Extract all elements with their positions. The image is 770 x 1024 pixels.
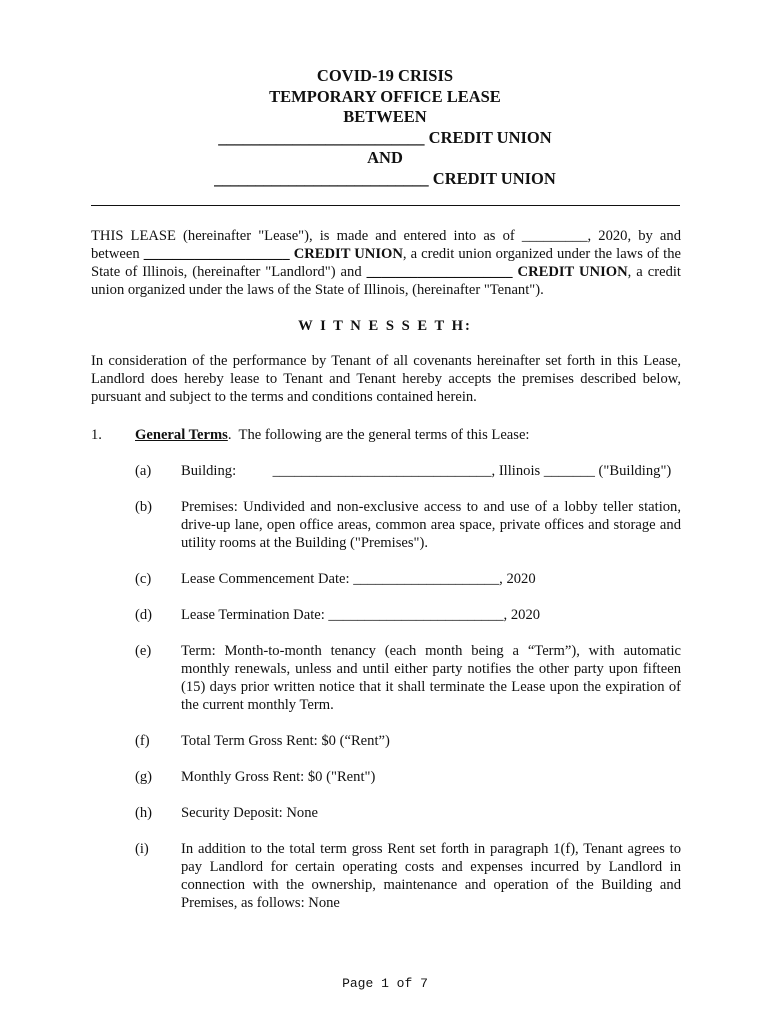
item-label: (h) <box>135 805 153 821</box>
item-text: Term: Month-to-month tenancy (each month being a “Term”), with automatic monthly renewals, unless and until either party notifies the other party upon fifteen (15) days prior written notice that it shall terminate the Lease upon the expiration of the current monthly Term. <box>181 643 681 713</box>
witnesseth-heading: W I T N E S S E T H: <box>298 318 472 334</box>
item-label: (i) <box>135 841 149 857</box>
item-text: Monthly Gross Rent: $0 ("Rent") <box>181 769 376 785</box>
section-number: 1. <box>91 427 102 443</box>
intro-paragraph <box>91 227 681 299</box>
item-label: (e) <box>135 643 152 659</box>
section-heading: General Terms <box>135 427 228 443</box>
item-text: Total Term Gross Rent: $0 (“Rent”) <box>181 733 390 749</box>
item-label: (d) <box>135 607 153 623</box>
intro-blank-2: ____________________ <box>366 264 513 280</box>
item-label: (f) <box>135 733 150 749</box>
item-label: (b) <box>135 499 153 515</box>
title-cu-1: CREDIT UNION <box>428 127 552 147</box>
item-text: Security Deposit: None <box>181 805 318 821</box>
item-text: Building: ______________________________, Illinois _______ ("Building") <box>181 463 672 479</box>
title-line-2: TEMPORARY OFFICE LEASE <box>269 86 501 106</box>
consideration-paragraph: In consideration of the performance by Tenant of all covenants hereinafter set forth in this Lease, Landlord does hereby lease to Tenant and Tenant hereby accepts the premises described below, pursuant and subject to the terms and conditions contained herein. <box>91 353 681 405</box>
intro-text-2: , a credit union organized under the laws of the State of Illinois, (hereinafter "Landlord") and <box>91 246 681 280</box>
item-text: In addition to the total term gross Rent set forth in paragraph 1(f), Tenant agrees to pay Landlord for certain operating costs and expenses incurred by Landlord in connection with the ownership, maintenance and operation of the Building and Premises, as follows: None <box>181 841 681 911</box>
title-line-4 <box>0 128 770 149</box>
item-text: Premises: Undivided and non-exclusive access to and use of a lobby teller station, drive-up lane, open office areas, common area space, private offices and storage and utility rooms at the Building ("Premises"). <box>181 499 681 551</box>
title-blank-1: _________________________ <box>218 127 425 147</box>
section-text: The following are the general terms of this Lease: <box>238 427 530 443</box>
title-line-6 <box>0 169 770 190</box>
intro-text-1: THIS LEASE (hereinafter "Lease"), is made and entered into as of _________, 2020, by and between <box>91 228 681 262</box>
title-line-1: COVID-19 CRISIS <box>316 66 454 85</box>
title-cu-2: CREDIT UNION <box>432 168 556 188</box>
item-label: (c) <box>135 571 152 587</box>
item-label: (g) <box>135 769 153 785</box>
intro-blank-1: ____________________ <box>143 246 290 262</box>
item-label: (a) <box>135 463 152 479</box>
item-text: Lease Commencement Date: ____________________, 2020 <box>181 571 536 587</box>
title-line-5: AND <box>367 148 403 167</box>
title-blank-2: __________________________ <box>214 168 429 188</box>
item-text: Lease Termination Date: ________________________, 2020 <box>181 607 541 623</box>
intro-text-3: , a credit union organized under the laws of the State of Illinois, (hereinafter "Tenant"). <box>91 264 681 298</box>
intro-cu-2: CREDIT UNION <box>517 264 628 280</box>
title-line-3: BETWEEN <box>343 107 427 126</box>
section-body <box>135 426 530 444</box>
intro-cu-1: CREDIT UNION <box>293 246 403 262</box>
page-number: Page 1 of 7 <box>342 976 428 991</box>
title-divider <box>91 205 680 206</box>
section-heading-suffix: . <box>227 427 232 443</box>
document-title <box>0 66 770 189</box>
